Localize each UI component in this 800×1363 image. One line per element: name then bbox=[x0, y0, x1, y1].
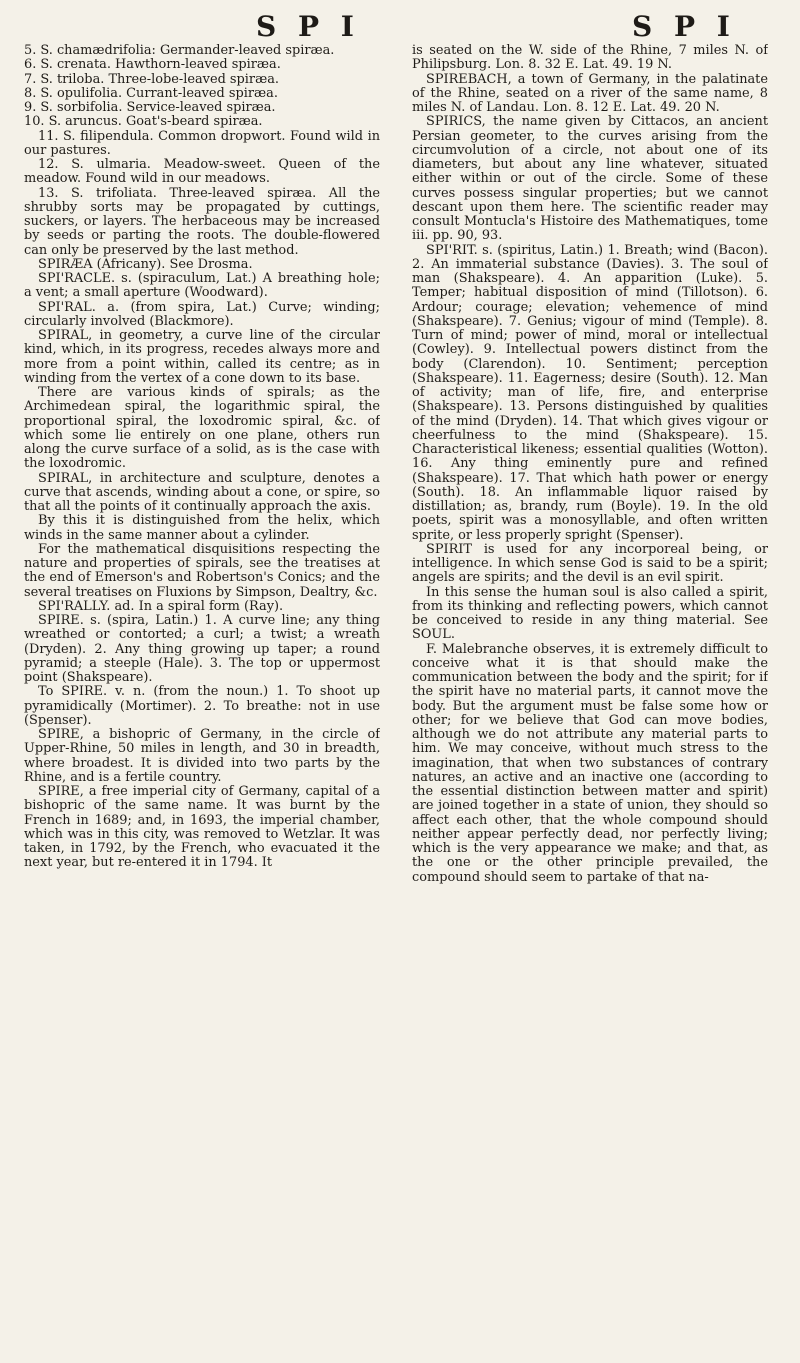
entry: 11. S. filipendula. Common dropwort. Found wild in our pastures. bbox=[24, 128, 380, 158]
entry: 9. S. sorbifolia. Service-leaved spiræa. bbox=[24, 100, 276, 115]
entry: SPIRÆA (Africany). See Drosma. bbox=[38, 256, 253, 272]
running-head-left: S P I bbox=[256, 10, 360, 43]
entry: 5. S. chamædrifolia: Germander-leaved spiræa. bbox=[24, 44, 335, 58]
page-header bbox=[0, 10, 800, 46]
entry: 10. S. aruncus. Goat's-beard spiræa. bbox=[24, 114, 263, 130]
entry: SPI'RAL. a. (from spira, Lat.) Curve; winding; circularly involved (Blackmore). bbox=[24, 299, 380, 329]
entry: For the mathematical disquisitions respecting the nature and properties of spirals, see the treatises at the end of Emerson's and Robertson's Conics; and the several treatises on Fluxions by Simpson, Dealtry, &c. bbox=[24, 541, 380, 600]
entry: SPI'RALLY. ad. In a spiral form (Ray). bbox=[38, 598, 284, 614]
entry: SPIRE, a bishopric of Germany, in the circle of Upper-Rhine, 50 miles in length, and 30 in breadth, where broadest. It is divided into two parts by the Rhine, and is a fertile country. bbox=[24, 727, 380, 785]
entry: SPIREBACH, a town of Germany, in the palatinate of the Rhine, seated on a river of the same name, 8 miles N. of Landau. Lon. 8. 12 E. Lat. 49. 20 N. bbox=[412, 71, 768, 115]
entry: SPI'RIT. s. (spiritus, Latin.) 1. Breath; wind (Bacon). 2. An immaterial substance (Davies). 3. The soul of man (Shakspeare). 4. An apparition (Luke). 5. Temper; habitual disposition of mind (Tillotson). 6. Ardour; courage; elevation; vehemence of mind (Shakspeare). 7. Genius; vigour of mind (Temple). 8. Turn of mind; power of mind, moral or intellectual (Cowley). 9. Intellectual powers distinct from the body (Clarendon). 10. Sentiment; perception (Shakspeare). 11. Eagerness; desire (South). 12. Man of activity; man of life, fire, and enterprise (Shakspeare). 13. Persons distinguished by qualities of the mind (Dryden). 14. That which gives vigour or cheerfulness to the mind (Shakspeare). 15. Characteristical likeness; essential qualities (Wotton). 16. Any thing eminently pure and refined (Shakspeare). 17. That which hath power or energy (South). 18. An inflammable liquor raised by distillation; as, brandy, rum (Boyle). 19. In the old poets, spirit was a monosyllable, and often written sprite, or less properly spright (Spenser). bbox=[412, 242, 768, 543]
entry: SPIRE, a free imperial city of Germany, capital of a bishopric of the same name. It was burnt by the French in 1689; and, in 1693, the imperial chamber, which was in this city, was removed to Wetzlar. It was taken, in 1792, by the French, who evacuated it the next year, but re-entered it in 1794. It bbox=[24, 784, 380, 871]
entry: There are various kinds of spirals; as the Archimedean spiral, the logarithmic spiral, the proportional spiral, the loxodromic spiral, &c. of which some lie entirely on one plane, others run along the curve surface of a solid, as is the case with the loxodromic. bbox=[24, 385, 380, 472]
entry: 12. S. ulmaria. Meadow-sweet. Queen of the meadow. Found wild in our meadows. bbox=[24, 157, 380, 187]
entry: By this it is distinguished from the helix, which winds in the same manner about a cylinder. bbox=[24, 513, 380, 543]
entry: is seated on the W. side of the Rhine, 7 miles N. of Philipsburg. Lon. 8. 32 E. Lat. 49. 19 N. bbox=[412, 44, 768, 73]
entry: To SPIRE. v. n. (from the noun.) 1. To shoot up pyramidically (Mortimer). 2. To breathe: not in use (Spenser). bbox=[24, 684, 380, 728]
entry: SPI'RACLE. s. (spiraculum, Lat.) A breathing hole; a vent; a small aperture (Woodward). bbox=[24, 271, 380, 301]
entry: 8. S. opulifolia. Currant-leaved spiræa. bbox=[24, 85, 278, 101]
entry: SPIRIT is used for any incorporeal being, or intelligence. In which sense God is said to be a spirit; angels are spirits; and the devil is an evil spirit. bbox=[412, 541, 768, 586]
entry: F. Malebranche observes, it is extremely difficult to conceive what it is that should make the communication between the body and the spirit; for if the spirit have no material parts, it cannot move the body. But the argument must be false some how or other; for we believe that God can move bodies, although we do not attribute any material parts to him. We may conceive, without much stress to the imagination, that when two substances of contrary natures, an active and an inactive one (according to the essential distinction between matter and spirit) are joined together in a state of union, they should so affect each other, that the whole compound should neither appear perfectly dead, nor perfectly living; which is the very appearance we make; and that, as the one or the other principle prevailed, the compound should seem to partake of that na- bbox=[412, 641, 768, 885]
entry: SPIRICS, the name given by Cittacos, an ancient Persian geometer, to the curves arising from the circumvolution of a circle, not about one of its diameters, but about any line whatever, situated either within or out of the circle. Some of these curves possess singular properties; but we cannot descant upon them here. The scientific reader may consult Montucla's Histoire des Mathematiques, tome iii. pp. 90, 93. bbox=[412, 114, 768, 244]
entry: SPIRAL, in geometry, a curve line of the circular kind, which, in its progress, recedes always more and more from a point within, called its centre; as in winding from the vertex of a cone down to its base. bbox=[24, 328, 380, 386]
entry: 7. S. triloba. Three-lobe-leaved spiræa. bbox=[24, 71, 279, 87]
entry: 13. S. trifoliata. Three-leaved spiræa. All the shrubby sorts may be propagated by cuttings, suckers, or layers. The herbaceous may be increased by seeds or parting the roots. The double-flowered can only be preserved by the last method. bbox=[24, 185, 380, 258]
entry: SPIRAL, in architecture and sculpture, denotes a curve that ascends, winding about a cone, or spire, so that all the points of it continually approach the axis. bbox=[24, 470, 380, 514]
running-head-right: S P I bbox=[632, 10, 736, 43]
left-column bbox=[24, 44, 380, 1354]
entry: 6. S. crenata. Hawthorn-leaved spiræa. bbox=[24, 57, 281, 73]
entry: SPIRE. s. (spira, Latin.) 1. A curve line; any thing wreathed or contorted; a curl; a twist; a wreath (Dryden). 2. Any thing growing up taper; a round pyramid; a steeple (Hale). 3. The top or uppermost point (Shakspeare). bbox=[24, 613, 380, 685]
entry: In this sense the human soul is also called a spirit, from its thinking and reflecting powers, which cannot be conceived to reside in any thing material. See SOUL. bbox=[412, 584, 768, 643]
right-column bbox=[412, 44, 768, 1354]
